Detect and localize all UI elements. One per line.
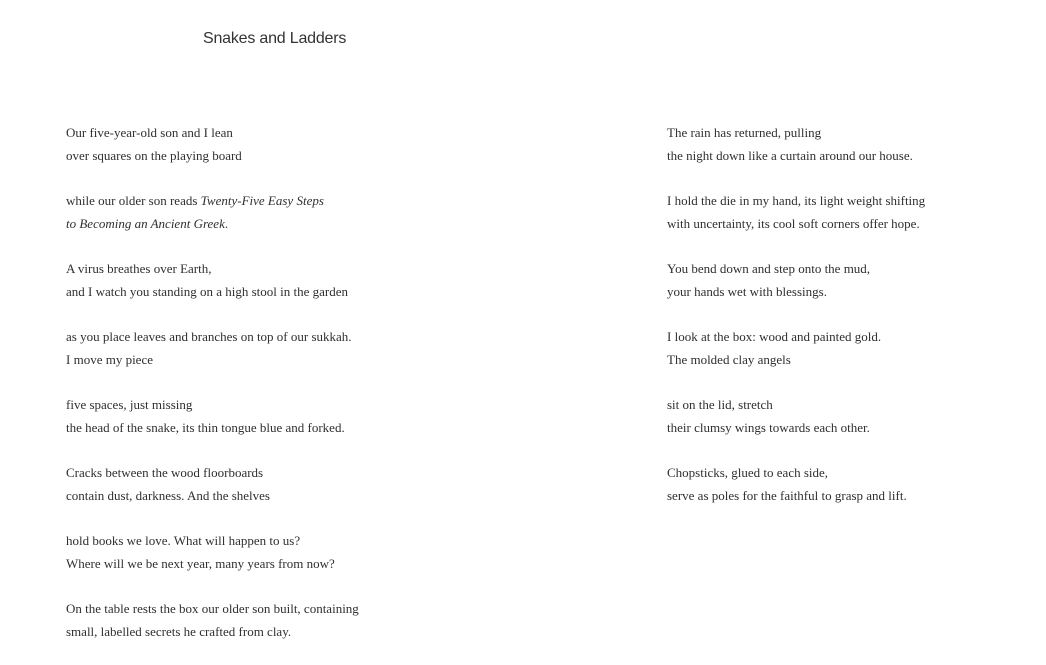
stanza	[66, 461, 546, 507]
poem-line: You bend down and step onto the mud,	[667, 261, 871, 276]
stanza	[667, 121, 1037, 167]
poem-line: five spaces, just missing	[66, 397, 193, 412]
stanza	[66, 257, 546, 303]
poem-line: their clumsy wings towards each other.	[667, 420, 870, 435]
poem-line: A virus breathes over Earth,	[66, 261, 212, 276]
poem-line: I move my piece	[66, 352, 153, 367]
line-text: .	[224, 216, 229, 231]
stanza	[667, 393, 1037, 439]
poem-line: and I watch you standing on a high stool in the garden	[66, 284, 348, 299]
stanza	[66, 393, 546, 439]
poem-line: the night down like a curtain around our house.	[667, 148, 913, 163]
poem-line	[66, 189, 546, 212]
stanza	[66, 529, 546, 575]
book-title-italic: Twenty-Five Easy Steps	[200, 193, 324, 208]
line-text: while our older son reads	[66, 193, 201, 208]
poem-line: sit on the lid, stretch	[667, 397, 773, 412]
poem-line: Our five-year-old son and I lean	[66, 125, 233, 140]
poem-line: I look at the box: wood and painted gold.	[667, 329, 882, 344]
poem-line: The molded clay angels	[667, 352, 791, 367]
poem-line: contain dust, darkness. And the shelves	[66, 488, 270, 503]
poem-column-right	[667, 121, 1037, 529]
stanza	[667, 461, 1037, 507]
poem-line: as you place leaves and branches on top of our sukkah.	[66, 329, 352, 344]
poem-line: Cracks between the wood floorboards	[66, 465, 264, 480]
poem-column-left	[66, 121, 546, 665]
stanza	[667, 257, 1037, 303]
poem-line: with uncertainty, its cool soft corners offer hope.	[667, 216, 920, 231]
poem-line: your hands wet with blessings.	[667, 284, 827, 299]
poem-line: the head of the snake, its thin tongue blue and forked.	[66, 420, 345, 435]
poem-line: The rain has returned, pulling	[667, 125, 822, 140]
stanza	[667, 189, 1037, 235]
poem-line: Where will we be next year, many years from now?	[66, 556, 335, 571]
stanza	[667, 325, 1037, 371]
poem-line: On the table rests the box our older son built, containing	[66, 601, 359, 616]
poem-line: small, labelled secrets he crafted from clay.	[66, 624, 292, 639]
poem-line: Chopsticks, glued to each side,	[667, 465, 829, 480]
poem-line	[66, 212, 546, 235]
stanza	[66, 121, 546, 167]
stanza	[66, 189, 546, 235]
poem-line: serve as poles for the faithful to grasp and lift.	[667, 488, 907, 503]
book-title-italic: to Becoming an Ancient Greek	[66, 216, 225, 231]
poem-line: over squares on the playing board	[66, 148, 242, 163]
stanza	[66, 597, 546, 643]
stanza	[66, 325, 546, 371]
poem-line: I hold the die in my hand, its light weight shifting	[667, 193, 926, 208]
poem-title: Snakes and Ladders	[203, 30, 347, 47]
poem-line: hold books we love. What will happen to us?	[66, 533, 301, 548]
